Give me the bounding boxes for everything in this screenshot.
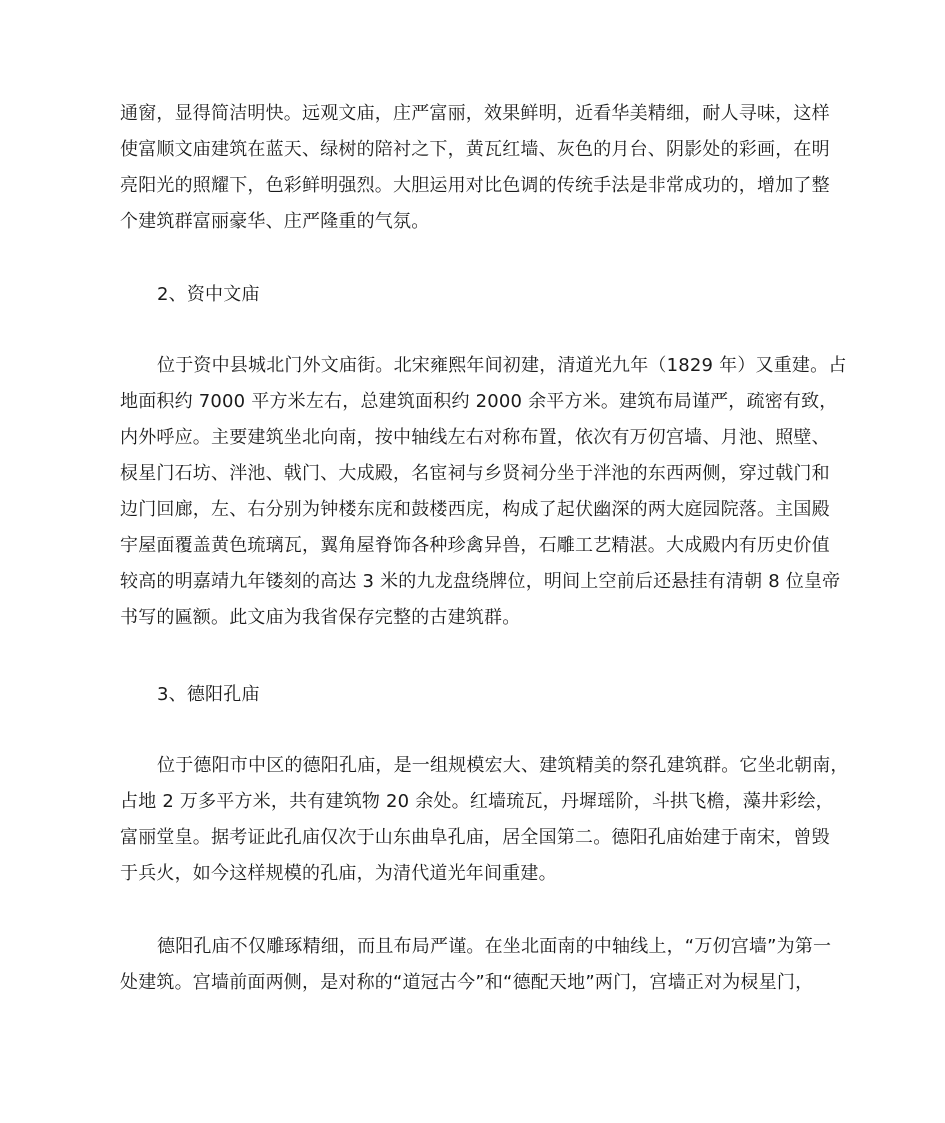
text-line: 地面积约 7000 平方米左右，总建筑面积约 2000 余平方米。建筑布局谨严，疏密有致， (120, 391, 838, 412)
text-line: 内外呼应。主要建筑坐北向南，按中轴线左右对称布置，依次有万仞宫墙、月池、照壁、 (120, 427, 830, 448)
text-line: 占地 2 万多平方米，共有建筑物 20 余处。红墙琉瓦，丹墀瑶阶，斗拱飞檐，藻井彩绘， (120, 791, 834, 812)
text-line: 书写的匾额。此文庙为我省保存完整的古建筑群。 (120, 607, 521, 628)
section-heading: 3、德阳孔庙 (157, 684, 260, 705)
text-line: 位于资中县城北门外文庙街。北宋雍熙年间初建，清道光九年（1829 年）又重建。占 (157, 355, 847, 376)
section-heading: 2、资中文庙 (157, 284, 260, 305)
text-line: 使富顺文庙建筑在蓝天、绿树的陪衬之下，黄瓦红墙、灰色的月台、阴影处的彩画，在明 (120, 139, 830, 160)
text-line: 于兵火，如今这样规模的孔庙，为清代道光年间重建。 (120, 863, 557, 884)
text-line: 个建筑群富丽豪华、庄严隆重的气氛。 (120, 211, 430, 232)
text-line: 边门回廊，左、右分别为钟楼东庑和鼓楼西庑，构成了起伏幽深的两大庭园院落。主国殿 (120, 499, 830, 520)
text-line: 德阳孔庙不仅雕琢精细，而且布局严谨。在坐北面南的中轴线上，“万仞宫墙”为第一 (157, 936, 832, 957)
text-line: 较高的明嘉靖九年镂刻的高达 3 米的九龙盘绕牌位，明间上空前后还悬挂有清朝 8 位皇帝 (120, 571, 841, 592)
text-line: 处建筑。宫墙前面两侧，是对称的“道冠古今”和“德配天地”两门，宫墙正对为棂星门， (120, 972, 814, 993)
text-line: 棂星门石坊、泮池、戟门、大成殿，名宦祠与乡贤祠分坐于泮池的东西两侧，穿过戟门和 (120, 463, 830, 484)
text-line: 宇屋面覆盖黄色琉璃瓦，翼角屋脊饰各种珍禽异兽，石雕工艺精湛。大成殿内有历史价值 (120, 535, 830, 556)
text-line: 通窗，显得简洁明快。远观文庙，庄严富丽，效果鲜明，近看华美精细，耐人寻味，这样 (120, 103, 830, 124)
text-line: 亮阳光的照耀下，色彩鲜明强烈。大胆运用对比色调的传统手法是非常成功的，增加了整 (120, 175, 830, 196)
text-line: 富丽堂皇。据考证此孔庙仅次于山东曲阜孔庙，居全国第二。德阳孔庙始建于南宋，曾毁 (120, 827, 830, 848)
text-line: 位于德阳市中区的德阳孔庙，是一组规模宏大、建筑精美的祭孔建筑群。它坐北朝南， (157, 755, 849, 776)
